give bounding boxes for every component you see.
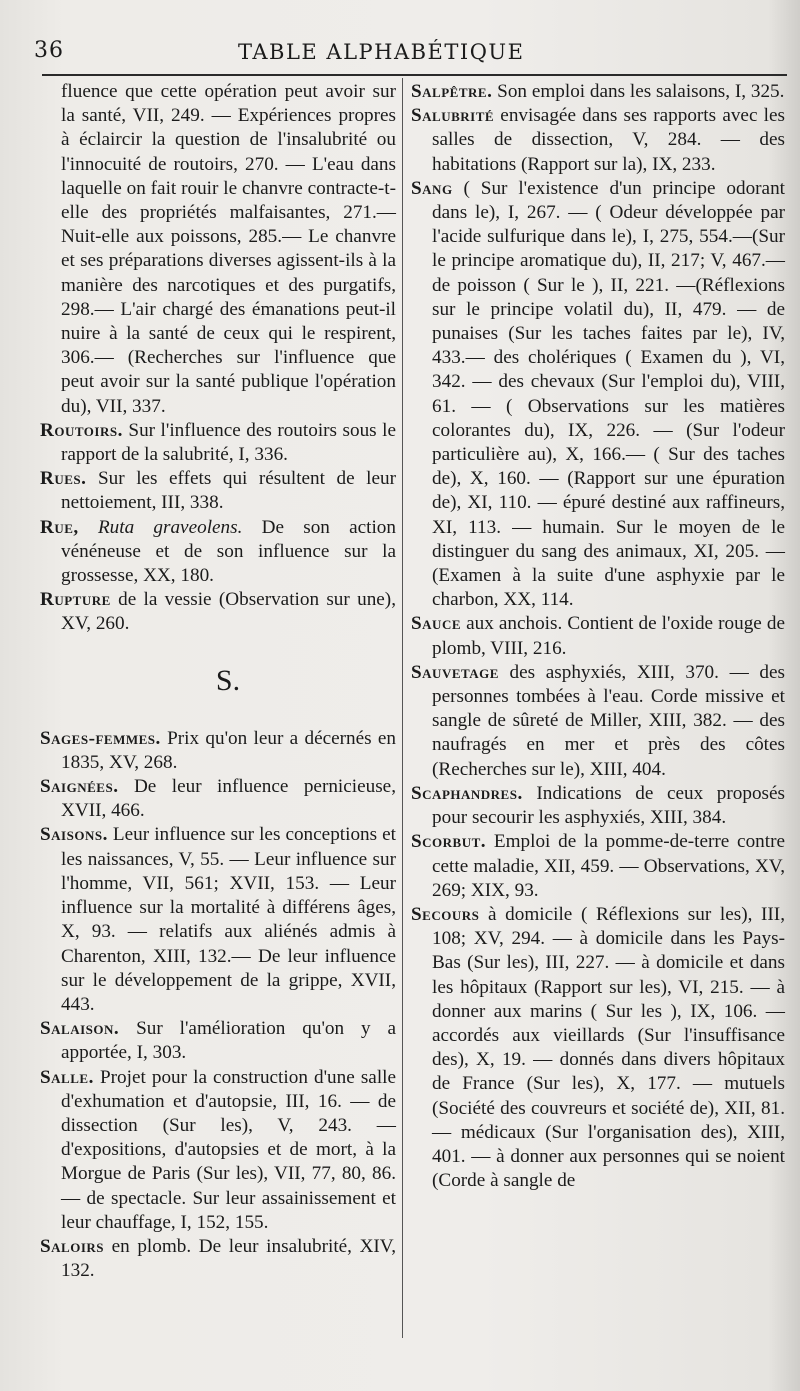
running-head <box>0 38 800 72</box>
index-entry-salpetre: Salpêtre. Son emploi dans les salaisons, I, 325. <box>411 81 785 102</box>
entry-headword: Rues. <box>40 468 87 490</box>
right-column <box>411 80 785 1193</box>
index-entry-saisons: Saisons. Leur influence sur les conceptions et les naissances, V, 55. — Leur influence sur l'homme, VII, 561; XVII, 153. — Leur influence sur la mortalité à différens âges, X, 93. — relatifs aux aliénés admis à Charenton, XIII, 132.— De leur influence sur le développement de la grippe, XVII, 443. <box>40 824 396 1015</box>
header-rule <box>42 74 787 76</box>
entry-headword: Salaison. <box>40 1018 120 1040</box>
entry-italic: Ruta graveolens. <box>78 516 243 538</box>
index-entry-rue: Rue, Ruta graveolens. De son action vénéneuse et de son influence sur la grossesse, XX, 180. <box>40 516 396 587</box>
index-entry-saloirs: Saloirs en plomb. De leur insalubrité, XIV, 132. <box>40 1235 396 1282</box>
index-entry-continuation: fluence que cette opération peut avoir sur la santé, VII, 249. — Expériences propres à éclaircir la question de l'insalubrité ou l'innocuité de routoirs, 270. — L'eau dans laquelle on fait rouir le chanvre contracte-t-elle des propriétés malfaisantes, 271.—Nuit-elle aux poissons, 285.— Le chanvre et ses préparations diverses agissent-ils à la manière des narcotiques et des purgatifs, 298.— L'air chargé des émanations peut-il nuire à la santé de ceux qui le respirent, 306.— (Recherches sur l'influence que peut avoir sur la santé publique l'opération du), VII, 337. <box>61 81 396 417</box>
index-entry-routoirs: Routoirs. Sur l'influence des routoirs sous le rapport de la salubrité, I, 336. <box>40 419 396 466</box>
entry-headword: Scaphandres. <box>411 782 523 804</box>
index-entry-salaison: Salaison. Sur l'amélioration qu'on y a apportée, I, 303. <box>40 1018 396 1064</box>
entry-headword: Rupture <box>40 589 111 611</box>
index-entry-rupture: Rupture de la vessie (Observation sur une), XV, 260. <box>40 589 396 635</box>
entry-headword: Sauvetage <box>411 661 499 683</box>
index-entry-rues: Rues. Sur les effets qui résultent de leur nettoiement, III, 338. <box>40 468 396 514</box>
entry-headword: Saisons. <box>40 824 108 846</box>
entry-headword: Routoirs. <box>40 419 123 441</box>
entry-headword: Scorbut. <box>411 831 487 853</box>
section-letter: S. <box>215 663 241 697</box>
index-entry-sages-femmes: Sages-femmes. Prix qu'on leur a décernés en 1835, XV, 268. <box>40 727 396 773</box>
index-entry-salle: Salle. Projet pour la construction d'une salle d'exhumation et d'autopsie, III, 16. — de dissection (Sur les), V, 243. — d'expositions, d'autopsies et de mort, à la Morgue de Paris (Sur les), VII, 77, 80, 86.— de spectacle. Sur leur assainissement et leur chauffage, I, 152, 155. <box>40 1066 396 1233</box>
index-entry-sang: Sang ( Sur l'existence d'un principe odorant dans le), I, 267. — ( Odeur développée par l'acide sulfurique dans le), I, 275, 554.—(Sur le principe aromatique du), II, 217; V, 467.— de poisson ( Sur le ), II, 221. —(Réflexions sur le principe volatil du), II, 479. — de punaises (Sur les taches faites par le), IV, 433.— des cholériques ( Examen du ), VI, 342. — des chevaux (Sur l'emploi du), VIII, 61. — ( Observations sur les matières colorantes du), IX, 226. — (Sur l'odeur particulière au), X, 166.— ( Sur des taches de), X, 160. — (Rapport sur une épuration de), XI, 110. — épuré destiné aux raffineurs, XI, 113. — humain. Sur le moyen de le distinguer du sang des animaux, XI, 205. — (Examen à la suite d'une asphyxie par le charbon, XX, 114. <box>411 177 785 611</box>
entry-headword: Rue, <box>40 516 79 538</box>
entry-headword: Salle. <box>40 1066 94 1088</box>
entry-headword: Sang <box>411 177 453 199</box>
index-entry-sauce: Sauce aux anchois. Contient de l'oxide rouge de plomb, VIII, 216. <box>411 613 785 659</box>
column-divider <box>402 78 403 1338</box>
entry-headword: Salpêtre. <box>411 81 493 102</box>
page-title: TABLE ALPHABÉTIQUE <box>238 40 525 64</box>
index-entry-secours: Secours à domicile ( Réflexions sur les), III, 108; XV, 294. — à domicile dans les Pays-Bas (Sur les), III, 227. — à domicile et dans les hôpitaux (Rapport sur les), VI, 215. — à donner aux marins ( Sur les ), IX, 106. —accordés aux vieillards (Sur l'insuffisance des), X, 19. — donnés dans divers hôpitaux de France (Sur les), X, 177. — mutuels (Société des couvreurs et société de), XII, 81.— médicaux (Sur l'organisation des), XIII, 401. — à donner aux personnes qui se noient (Corde à sangle de <box>411 903 785 1192</box>
page-number: 36 <box>34 38 64 63</box>
entry-headword: Sauce <box>411 613 462 635</box>
index-entry-salubrite: Salubrité envisagée dans ses rapports avec les salles de dissection, V, 284. — des habitations (Rapport sur la), IX, 233. <box>411 105 785 175</box>
index-entry-scaphandres: Scaphandres. Indications de ceux proposés pour secourir les asphyxiés, XIII, 384. <box>411 782 785 829</box>
entry-headword: Secours <box>411 903 480 925</box>
index-entry-sauvetage: Sauvetage des asphyxiés, XIII, 370. — des personnes tombées à l'eau. Corde missive et sangle de sûreté de Miller, XIII, 382. — des naufragés en mer et près des côtes (Recherches sur le), XIII, 404. <box>411 661 785 780</box>
index-entry-saignees: Saignées. De leur influence pernicieuse, XVII, 466. <box>40 776 396 822</box>
entry-headword: Saloirs <box>40 1235 105 1257</box>
left-column <box>40 80 396 1283</box>
index-entry-scorbut: Scorbut. Emploi de la pomme-de-terre contre cette maladie, XII, 459. — Observations, XV, 269; XIX, 93. <box>411 831 785 901</box>
entry-headword: Salubrité <box>411 105 495 127</box>
entry-headword: Sages-femmes. <box>40 727 161 749</box>
entry-headword: Saignées. <box>40 776 119 798</box>
